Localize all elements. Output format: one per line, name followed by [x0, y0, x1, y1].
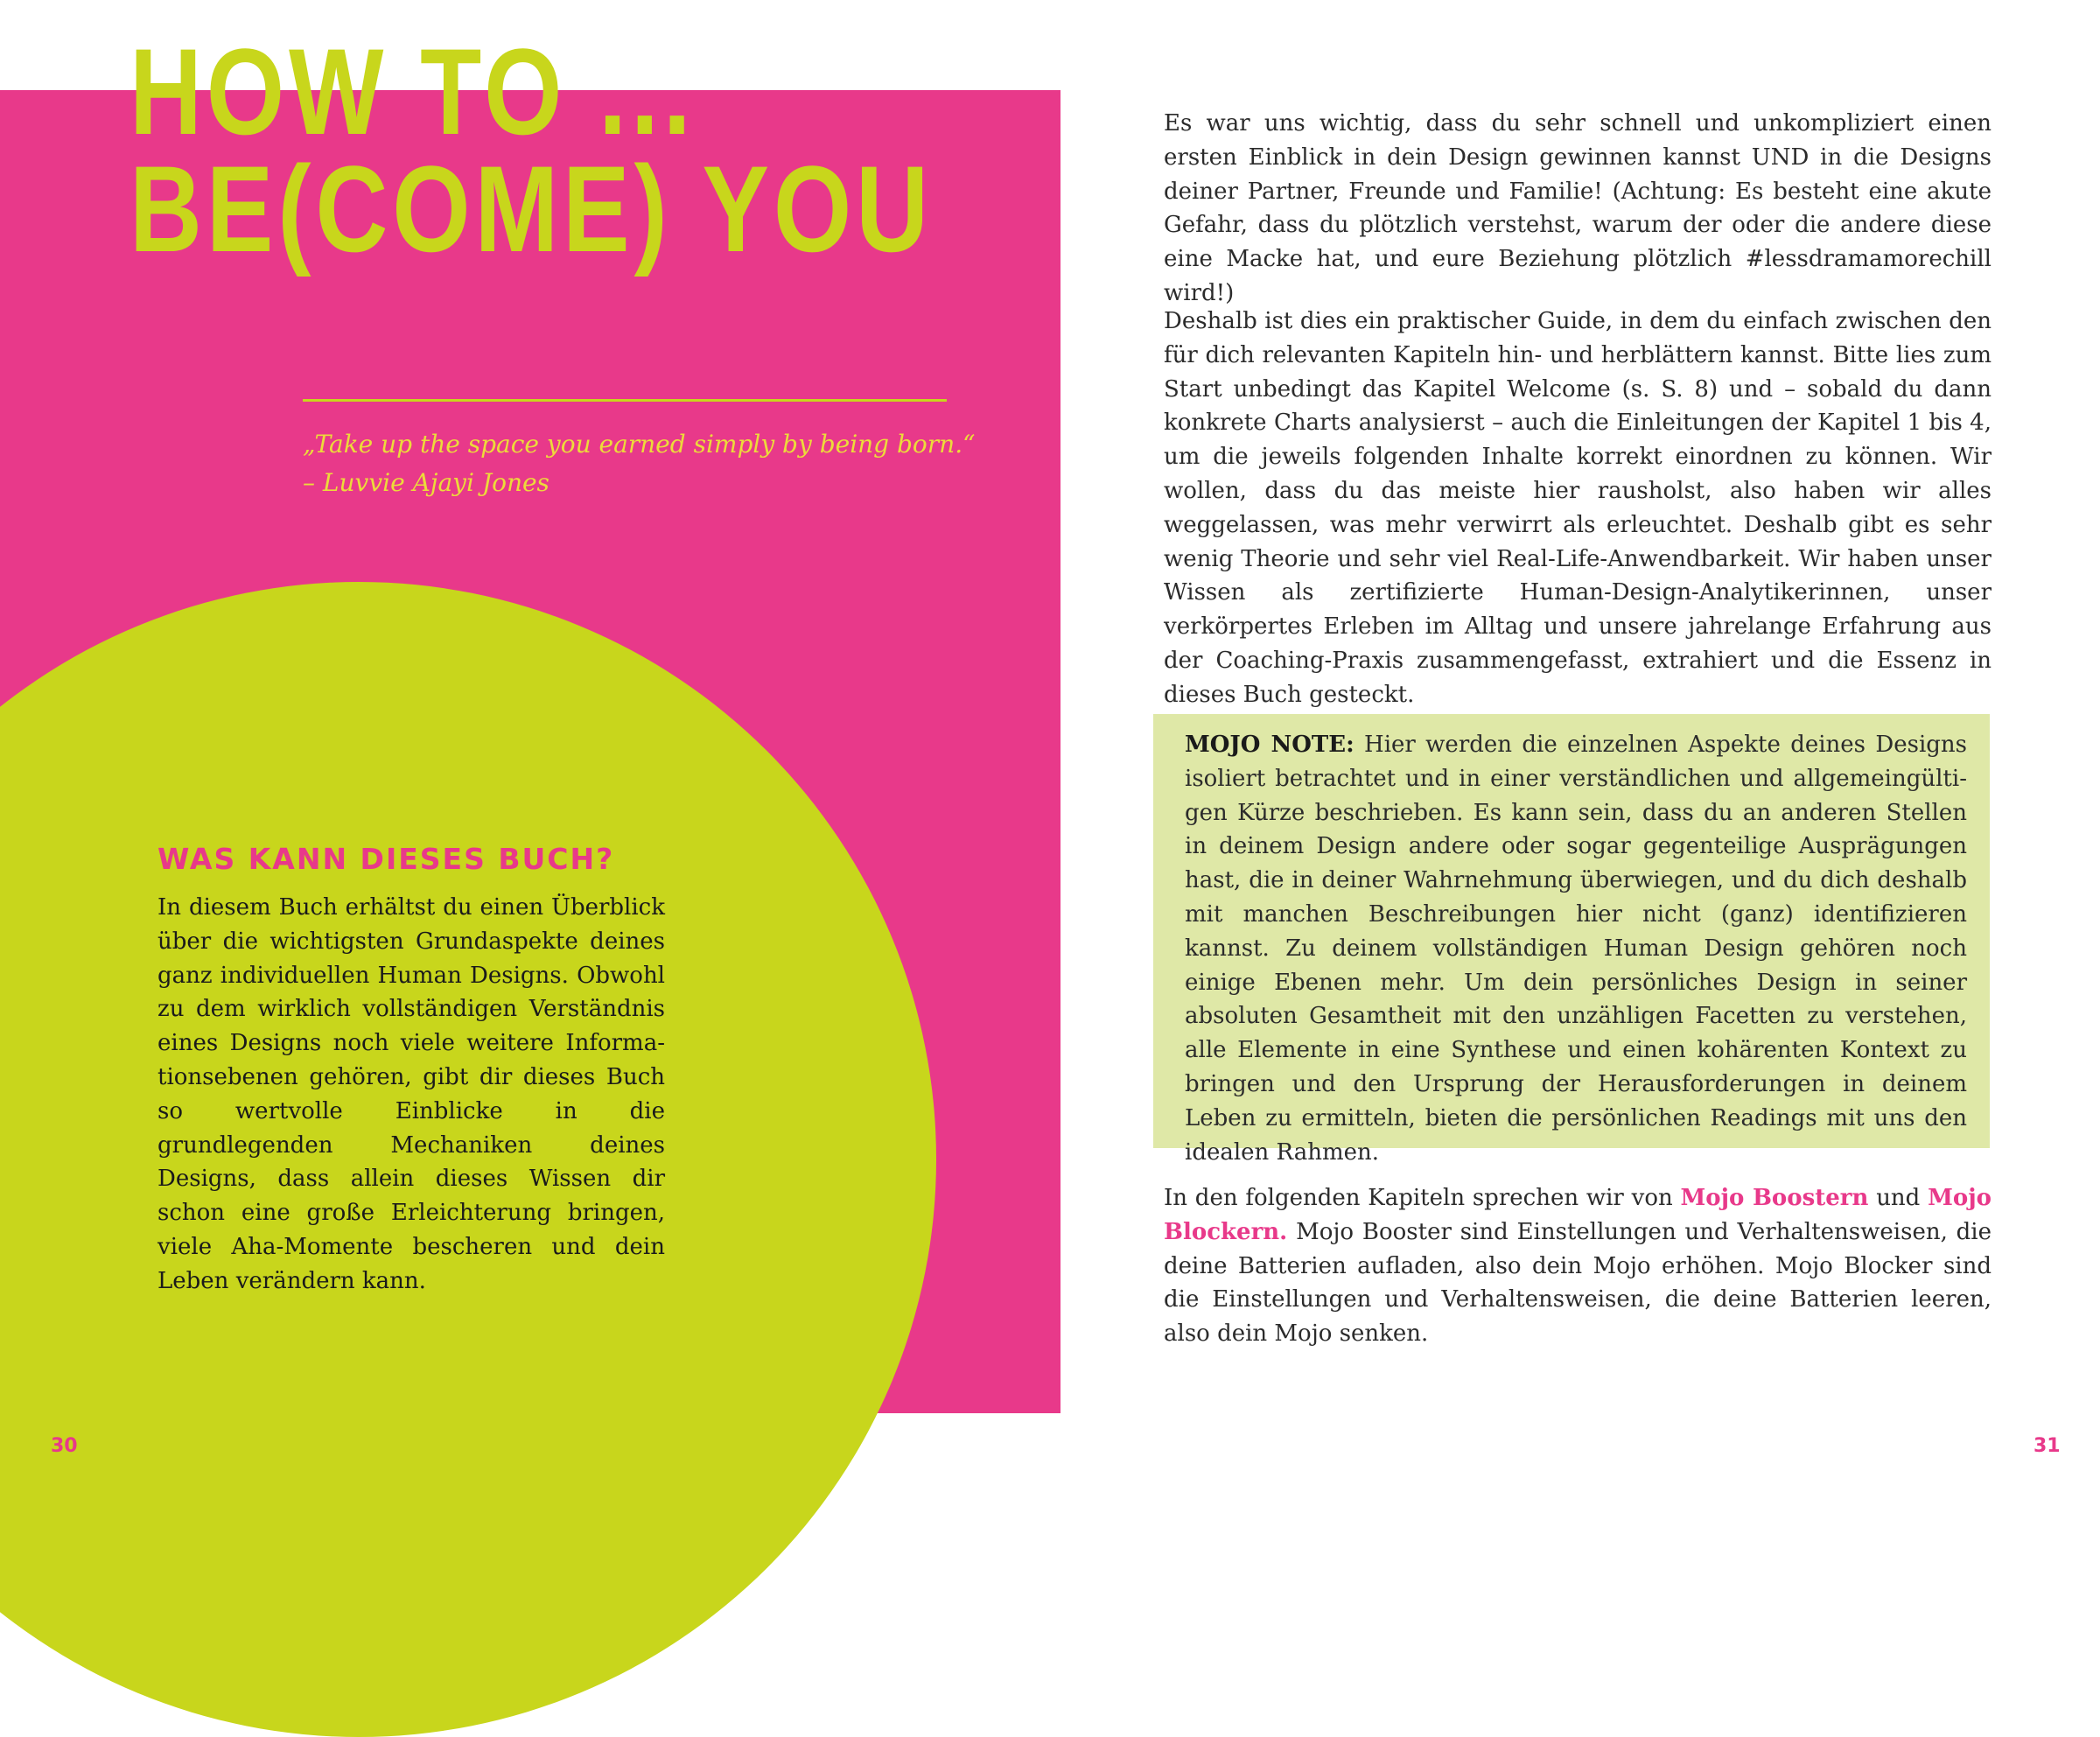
p3-text-1: In den folgenden Kapiteln sprechen wir von: [1164, 1185, 1681, 1211]
mojo-booster-term: Mojo Boostern: [1680, 1185, 1869, 1211]
mojo-note-label: MOJO NOTE:: [1185, 732, 1354, 758]
quote-divider: [303, 399, 947, 402]
page-title: [130, 23, 933, 277]
page-number-right: 31: [2034, 1435, 2061, 1457]
quote-text: „Take up the space you earned simply by being born.“: [303, 430, 976, 459]
p3-text-2: und: [1868, 1185, 1928, 1211]
mojo-note-box: [1153, 714, 1990, 1166]
mojo-note-text: Hier werden die einzelnen Aspekte deines Designs isoliert betrachtet und in einer verständlichen und allgemeingültigen Kürze beschrieben. Es kann sein, dass du an anderen Stellen in deinem Design andere oder sogar gegenteilige Ausprägungen hast, die in deiner Wahrnehmung überwiegen, und du dich deshalb mit manchen Beschreibungen hier nicht (ganz) identifizieren kannst. Zu deinem vollständigen Human Design gehören noch einige Ebenen mehr. Um dein persönliches Design in seiner absoluten Gesamtheit mit den unzähligen Facetten zu verstehen, alle Elemente in eine Synthese und einen kohärenten Kontext zu bringen und den Ursprung der Herausforderungen in deinem Leben zu ermitteln, bieten die persönlichen Readings mit uns den idealen Rahmen.: [1185, 732, 1967, 1166]
mojo-blocker-term: Mojo Blockern.: [1164, 1185, 1992, 1245]
title-line-2: BE(COME) YOU: [130, 140, 933, 277]
quote-author: – Luvvie Ajayi Jones: [303, 468, 550, 497]
p3-text-3: Mojo Booster sind Einstellungen und Verhaltensweisen, die deine Batterien aufladen, also dein Mojo erhöhen. Mojo Blocker sind die Einstellungen und Verhaltensweisen, die deine Batterien leeren, also dein Mojo senken.: [1164, 1218, 1992, 1348]
title-line-1: HOW TO ...: [130, 23, 696, 160]
section-body: In diesem Buch erhältst du einen Überblick über die wichtigsten Grundaspekte deines ganz individuellen Human Designs. Obwohl zu dem wirklich vollständigen Verständnis eines Designs noch viele weitere Informationsebenen gehören, gibt dir dieses Buch so wertvolle Einblicke in die grundlegenden Mechaniken deines Designs, dass allein dieses Wissen dir schon eine große Erleichterung bringen, viele Aha-Momente bescheren und dein Leben verändern kann.: [158, 894, 665, 1294]
section-heading: WAS KANN DIESES BUCH?: [158, 842, 615, 876]
guide-paragraph: Deshalb ist dies ein praktischer Guide, in dem du einfach zwischen den für dich relevanten Kapiteln hin- und herblättern kannst. Bitte lies zum Start unbedingt das Kapitel Welcome (s. S. 8) und – sobald du dann konkrete Charts analysierst – auch die Einleitungen der Kapitel 1 bis 4, um die jeweils folgenden Inhalte korrekt einordnen zu können. Wir wollen, dass du das meiste hier rausholst, also haben wir alles weggelassen, was mehr verwirrt als erleuchtet. Deshalb gibt es sehr wenig Theorie und sehr viel Real-Life-Anwendbarkeit. Wir haben unser Wissen als zertifizierte Human-Design-Analytikerinnen, unser verkörpertes Erleben im Alltag und unsere jahrelange Erfahrung aus der Coaching-Praxis zusammengefasst, extrahiert und die Essenz in dieses Buch gesteckt.: [1164, 308, 1992, 708]
page-number-left: 30: [51, 1435, 78, 1457]
mojo-terms-paragraph: [1164, 1181, 1992, 1351]
epigraph-quote: [303, 425, 1003, 502]
intro-paragraph: Es war uns wichtig, dass du sehr schnell und unkompliziert einen ersten Einblick in dein Design gewinnen kannst UND in die Designs deiner Partner, Freunde und Familie! (Achtung: Es besteht eine akute Gefahr, dass du plötzlich verstehst, warum der oder die andere diese eine Macke hat, und eure Beziehung plötzlich #lessdramamorechill wird!): [1164, 110, 1992, 306]
